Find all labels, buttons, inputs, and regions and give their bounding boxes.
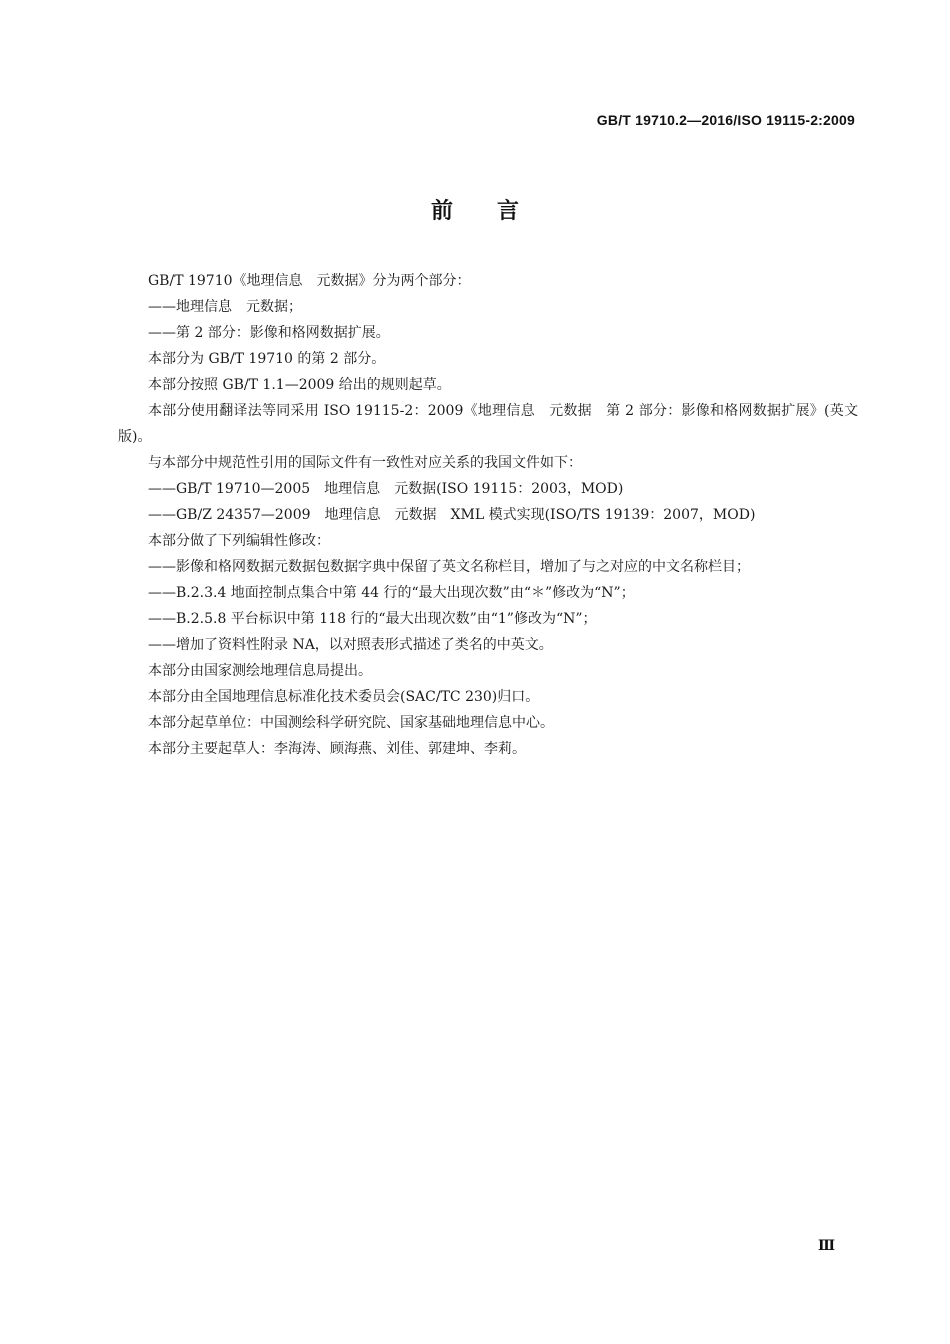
paragraph-drafting-rules: 本部分按照 GB/T 1.1—2009 给出的规则起草。 <box>148 377 451 393</box>
paragraph-centralized-by: 本部分由全国地理信息标准化技术委员会(SAC/TC 230)归口。 <box>148 689 540 705</box>
paragraph-drafting-units: 本部分起草单位：中国测绘科学研究院、国家基础地理信息中心。 <box>148 715 554 731</box>
paragraph-translation-method: 本部分使用翻译法等同采用 ISO 19115-2：2009《地理信息 元数据 第 2 部分：影像和格网数据扩展》(英文版)。 <box>118 403 858 445</box>
list-item-change-b234: ——B.2.3.4 地面控制点集合中第 44 行的“最大出现次数”由“＊”修改为“N”； <box>148 585 635 601</box>
list-item-gbt-19710-2005: ——GB/T 19710—2005 地理信息 元数据(ISO 19115：2003，MOD) <box>148 481 624 497</box>
page-number: Ⅲ <box>817 1238 835 1254</box>
paragraph-correspondence-intro: 与本部分中规范性引用的国际文件有一致性对应关系的我国文件如下： <box>148 455 582 471</box>
list-item-change-dictionary: ——影像和格网数据元数据包数据字典中保留了英文名称栏目，增加了与之对应的中文名称栏目； <box>148 559 750 575</box>
list-item-part-1: ——地理信息 元数据； <box>148 299 302 315</box>
paragraph-part-statement: 本部分为 GB/T 19710 的第 2 部分。 <box>148 351 386 367</box>
list-item-part-2: ——第 2 部分：影像和格网数据扩展。 <box>148 325 390 341</box>
document-body <box>118 268 858 762</box>
list-item-change-annex-na: ——增加了资料性附录 NA，以对照表形式描述了类名的中英文。 <box>148 637 553 653</box>
list-item-change-b258: ——B.2.5.8 平台标识中第 118 行的“最大出现次数”由“1”修改为“N”； <box>148 611 597 627</box>
paragraph-main-drafters: 本部分主要起草人：李海涛、顾海燕、刘佳、郭建坤、李莉。 <box>148 741 526 757</box>
paragraph-parts-intro: GB/T 19710《地理信息 元数据》分为两个部分： <box>148 273 471 289</box>
list-item-gbz-24357-2009: ——GB/Z 24357—2009 地理信息 元数据 XML 模式实现(ISO/TS 19139：2007，MOD) <box>148 507 756 523</box>
paragraph-proposed-by: 本部分由国家测绘地理信息局提出。 <box>148 663 372 679</box>
paragraph-editorial-changes-intro: 本部分做了下列编辑性修改： <box>148 533 330 549</box>
standard-number-header: GB/T 19710.2—2016/ISO 19115-2:2009 <box>596 112 855 128</box>
page-title: 前言 <box>430 199 563 224</box>
